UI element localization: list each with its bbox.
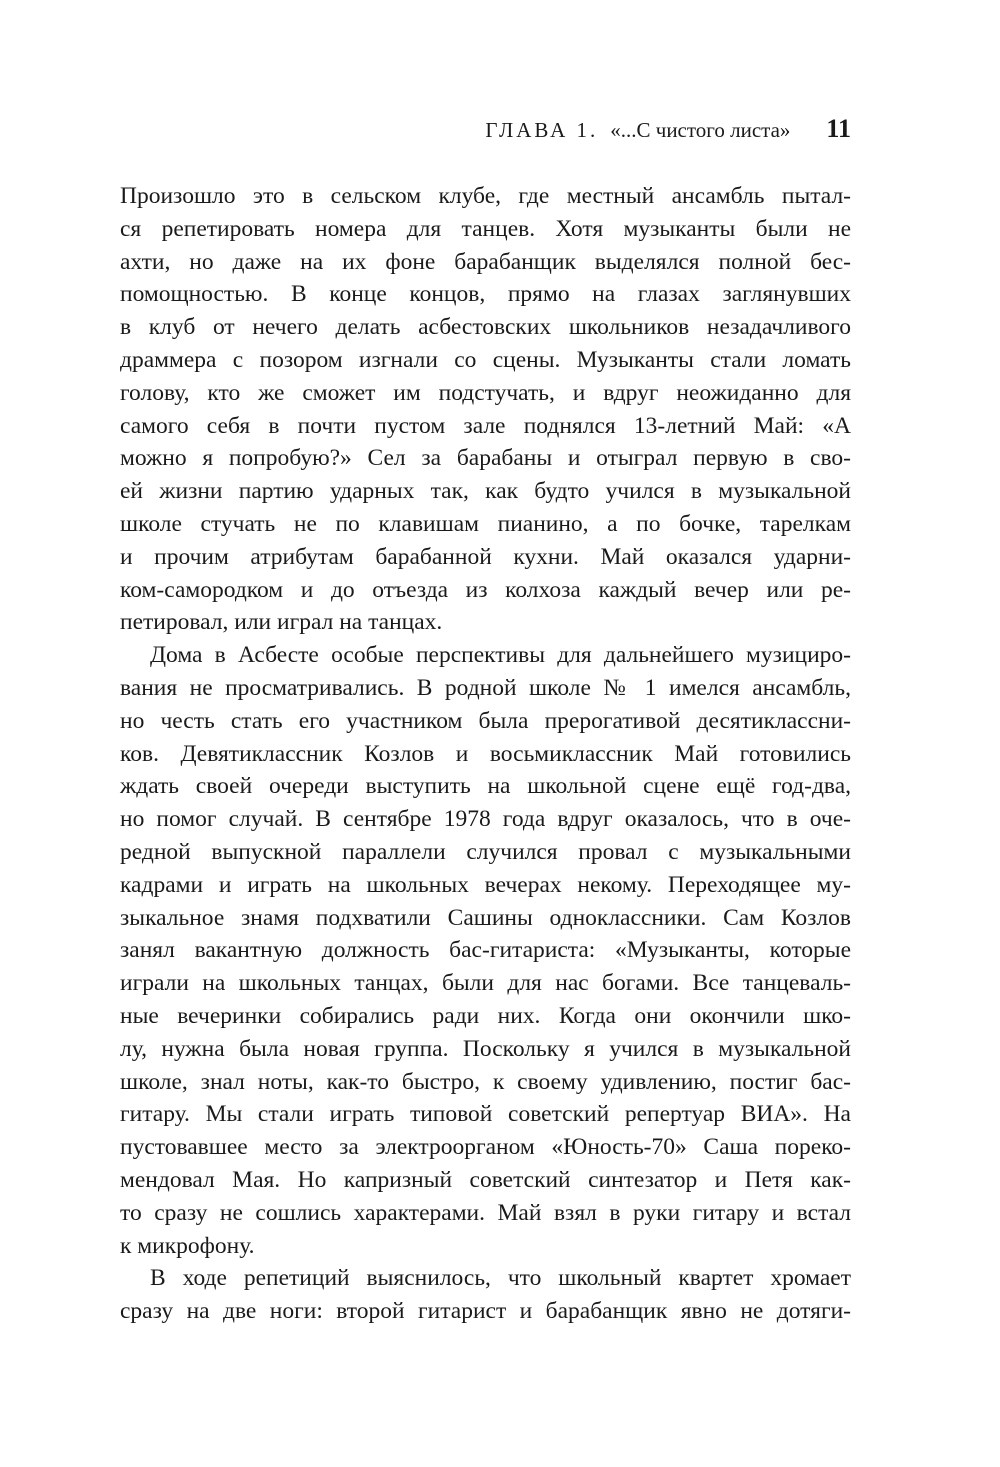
paragraph-2 [120, 639, 851, 1262]
text-line: ком-самородком и до отъезда из колхоза каждый вечер или ре- [120, 576, 851, 603]
paragraph-1 [120, 180, 851, 639]
text-line: можно я попробую?» Сел за барабаны и отыграл первую в сво- [120, 445, 851, 472]
text-line: школе, знал ноты, как-то быстро, к своему удивлению, постиг бас- [120, 1068, 851, 1095]
text-line: сразу на две ноги: второй гитарист и барабанщик явно не дотяги- [120, 1298, 851, 1325]
text-line: лу, нужна была новая группа. Поскольку я учился в музыкальной [120, 1035, 851, 1062]
text-line: и прочим атрибутам барабанной кухни. Май оказался ударни- [120, 543, 851, 570]
text-line: редной выпускной параллели случился провал с музыкальными [120, 838, 851, 865]
paragraph-3 [120, 1262, 851, 1328]
text-line: гитару. Мы стали играть типовой советский репертуар ВИА». На [120, 1101, 851, 1128]
text-line: но честь стать его участником была прерогативой десятиклассни- [120, 707, 851, 734]
text-line: драммера с позором изгнали со сцены. Музыканты стали ломать [120, 346, 851, 373]
text-line: к микрофону. [120, 1232, 255, 1259]
text-line: петировал, или играл на танцах. [120, 609, 443, 636]
text-line: то сразу не сошлись характерами. Май взял в руки гитару и встал [120, 1199, 851, 1226]
text-line: мендовал Мая. Но капризный советский синтезатор и Петя как- [120, 1166, 851, 1193]
text-line: Произошло это в сельском клубе, где местный ансамбль пытал- [120, 183, 851, 209]
text-line: школе стучать не по клавишам пианино, а по бочке, тарелкам [120, 510, 851, 537]
text-line: ей жизни партию ударных так, как будто учился в музыкальной [120, 478, 851, 505]
page-number: 11 [826, 114, 851, 143]
text-line: ные вечеринки собирались ради них. Когда они окончили шко- [120, 1002, 851, 1029]
text-line: ждать своей очереди выступить на школьной сцене ещё год-два, [120, 773, 851, 800]
text-line: ков. Девятиклассник Козлов и восьмиклассник Май готовились [120, 740, 851, 767]
text-line: играли на школьных танцах, были для нас богами. Все танцеваль- [120, 970, 851, 997]
running-head [120, 114, 851, 144]
chapter-title: «...С чистого листа» [610, 118, 791, 142]
text-line: занял вакантную должность бас-гитариста: «Музыканты, которые [120, 937, 851, 964]
text-line: самого себя в почти пустом зале поднялся 13-летний Май: «А [120, 412, 851, 439]
text-line: зыкальное знамя подхватили Сашины одноклассники. Сам Козлов [120, 904, 851, 931]
text-line: в клуб от нечего делать асбестовских школьников незадачливого [120, 314, 851, 341]
body-text [120, 180, 851, 1328]
text-line: ся репетировать номера для танцев. Хотя музыканты были не [120, 215, 851, 242]
text-line: голову, кто же сможет им подстучать, и вдруг неожиданно для [120, 379, 851, 406]
text-line: В ходе репетиций выяснилось, что школьный квартет хромает [150, 1265, 851, 1292]
text-line: помощностью. В конце концов, прямо на глазах заглянувших [120, 281, 851, 308]
text-line: но помог случай. В сентябре 1978 года вдруг оказалось, что в оче- [120, 806, 851, 833]
text-line: Дома в Асбесте особые перспективы для дальнейшего музициро- [150, 642, 851, 669]
text-line: вания не просматривались. В родной школе № 1 имелся ансамбль, [120, 674, 851, 701]
chapter-label: ГЛАВА 1. [485, 118, 599, 142]
text-line: пустовавшее место за электроорганом «Юность-70» Саша пореко- [120, 1134, 851, 1161]
text-line: кадрами и играть на школьных вечерах некому. Переходящее му- [120, 871, 851, 898]
text-line: ахти, но даже на их фоне барабанщик выделялся полной бес- [120, 248, 851, 275]
